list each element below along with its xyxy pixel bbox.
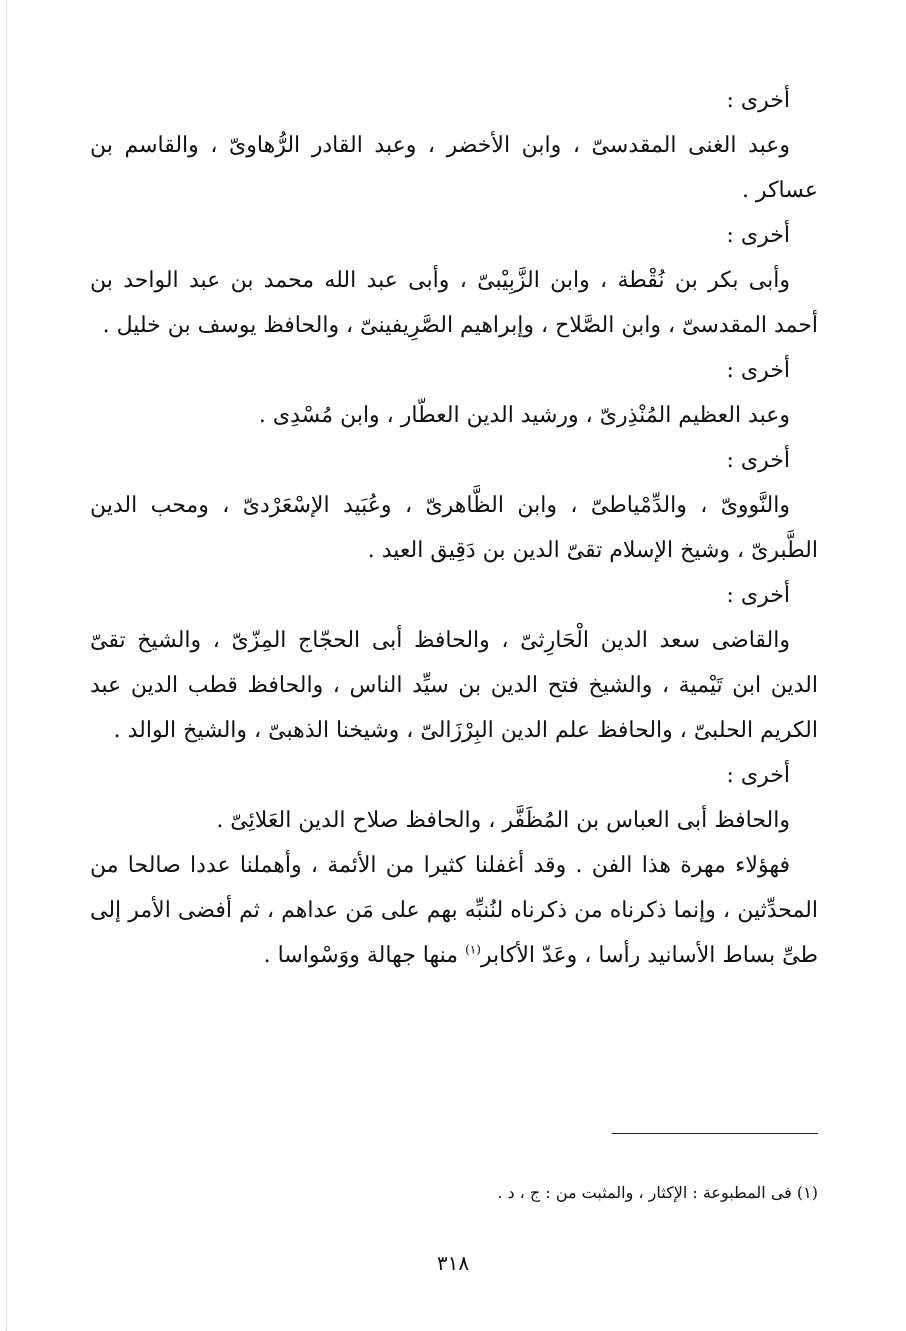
page-number: ٣١٨	[436, 1251, 470, 1275]
paragraph: والقاضى سعد الدين الْحَارِثىّ ، والحافظ أبى الحجّاج المِزّىّ ، والشيخ تقىّ الدين ابن تَيْمية ، والشيخ فتح الدين بن سيِّد الناس ، والحافظ قطب الدين عبد الكريم الحلبىّ ، والحافظ علم الدين البِرْزَالىّ ، وشيخنا الذهبىّ ، والشيخ الوالد .	[90, 628, 818, 743]
footnote: (١) فى المطبوعة : الإكثار ، والمثبت من : ج ، د .	[497, 1183, 818, 1202]
heading-ukhra: أخرى :	[726, 223, 790, 248]
footnote-separator	[612, 1133, 818, 1134]
heading-ukhra: أخرى :	[726, 448, 790, 473]
scan-edge-line	[6, 0, 7, 1331]
closing-text-end: منها جهالة ووَسْواسا .	[263, 943, 466, 968]
paragraph: والحافظ أبى العباس بن المُظَفَّر ، والحافظ صلاح الدين العَلائِىّ .	[216, 808, 790, 833]
paragraph: وأبى بكر بن نُقْطة ، وابن الزَّبِيْبىّ ، وأبى عبد الله محمد بن عبد الواحد بن أحمد المقدسىّ ، وابن الصَّلاح ، وإبراهيم الصَّرِيفينىّ ، والحافظ يوسف بن خليل .	[90, 268, 818, 338]
main-text	[90, 78, 818, 978]
closing-text-start: فهؤلاء مهرة هذا الفن . وقد أغفلنا كثيرا من الأئمة ، وأهملنا عددا صالحا من المحدِّثين ، وإنما ذكرناه من ذكرناه لنُنبِّه بهم على مَن عداهم ، ثم أفضى الأمر إلى طىِّ بساط الأسانيد رأسا ، وعَدّ الأكابر	[90, 853, 818, 968]
heading-ukhra: أخرى :	[726, 358, 790, 383]
heading-ukhra: أخرى :	[726, 763, 790, 788]
heading-ukhra: أخرى :	[726, 583, 790, 608]
heading-ukhra: أخرى :	[726, 88, 790, 113]
paragraph: والنَّووىّ ، والدِّمْياطىّ ، وابن الظَّاهرىّ ، وعُبَيد الإسْعَرْدىّ ، ومحب الدين الطَّبرىّ ، وشيخ الإسلام تقىّ الدين بن دَقِيق العيد .	[90, 493, 818, 563]
paragraph: وعبد الغنى المقدسىّ ، وابن الأخضر ، وعبد القادر الرُّهاوىّ ، والقاسم بن عساكر .	[90, 133, 818, 203]
closing-paragraph	[90, 843, 818, 978]
footnote-reference[interactable]: (١)	[465, 942, 481, 957]
paragraph: وعبد العظيم المُنْذِرىّ ، ورشيد الدين العطّار ، وابن مُسْدِى .	[258, 403, 790, 428]
